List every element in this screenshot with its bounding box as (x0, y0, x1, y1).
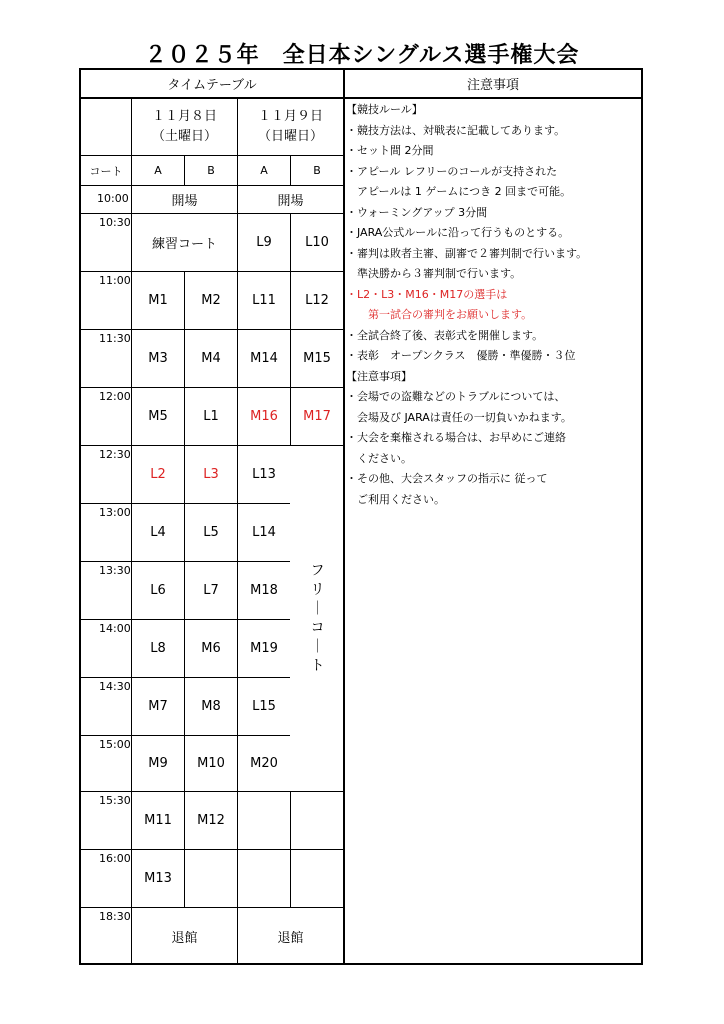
notes-line: アピールは 1 ゲームにつき 2 回まで可能。 (346, 185, 572, 198)
notes-line: ご利用ください。 (346, 492, 445, 506)
venue-open-day2: 開場 (277, 194, 304, 209)
time-label: 10:30 (99, 216, 131, 229)
free-court-char: ｜ (310, 639, 325, 655)
time-label: 13:30 (99, 564, 131, 577)
time-label: 14:00 (99, 622, 131, 635)
match-cell: M20 (250, 756, 278, 771)
match-cell: L15 (252, 699, 276, 714)
notes-line: 会場及び JARAは責任の一切負いかねます。 (346, 410, 572, 424)
match-cell: M8 (201, 699, 221, 714)
match-cell: M2 (201, 293, 221, 308)
court-b-day2: B (313, 164, 321, 177)
match-cell: L14 (252, 525, 276, 540)
day2-weekday: （日曜日） (257, 128, 323, 144)
match-cell: L11 (252, 293, 276, 308)
practice-court: 練習コート (151, 237, 217, 252)
free-court (292, 562, 343, 682)
day1-date: １１月８日 (151, 108, 217, 124)
notes-line: 準決勝から３審判制で行います。 (346, 267, 522, 280)
notes-line: ・セット間 2分間 (346, 144, 434, 157)
match-cell: L9 (256, 235, 272, 250)
match-cell: M19 (250, 641, 278, 656)
match-cell: M7 (148, 699, 168, 714)
notes-line: ・表彰 オープンクラス 優勝・準優勝・３位 (346, 349, 576, 362)
time-label: 18:30 (99, 910, 131, 923)
match-cell: M5 (148, 409, 168, 424)
match-cell: M18 (250, 583, 278, 598)
match-cell: M15 (303, 351, 331, 366)
timetable-header: タイムテーブル (167, 78, 257, 93)
match-cell: M3 (148, 351, 168, 366)
notes-line: ・会場での盗難などのトラブルについては、 (346, 390, 566, 403)
match-cell: M6 (201, 641, 221, 656)
time-label: 14:30 (99, 680, 131, 693)
free-court-char: ｜ (310, 601, 325, 617)
match-cell: M13 (144, 871, 172, 886)
page-title: ２０２５年 全日本シングルス選手権大会 (144, 43, 580, 68)
notes-line: ・アピール レフリーのコールが支持された (346, 164, 558, 178)
time-label: 11:30 (99, 332, 131, 345)
venue-close-day2: 退館 (277, 931, 304, 946)
notes-line: ・大会を棄権される場合は、お早めにご連絡 (346, 431, 566, 444)
notes-line: ・審判は敗者主審、副審で２審判制で行います。 (346, 246, 588, 260)
time-label: 16:00 (99, 852, 131, 865)
notes-line-highlight: ・L2・L3・M16・M17の選手は (346, 287, 508, 301)
notes-line: ・その他、大会スタッフの指示に 従って (346, 472, 548, 485)
time-label: 11:00 (99, 274, 131, 287)
venue-close-day1: 退館 (171, 931, 198, 946)
notes-line: ・全試合終了後、表彰式を開催します。 (346, 328, 544, 342)
match-cell: L12 (305, 293, 329, 308)
match-cell-highlight: M16 (250, 409, 278, 424)
match-cell-highlight: L3 (203, 467, 219, 482)
notes-line: 【注意事項】 (346, 369, 412, 383)
court-b-day1: B (207, 164, 215, 177)
match-cell: L7 (203, 583, 219, 598)
time-label: 12:30 (99, 448, 131, 461)
free-court-char: コ (310, 620, 325, 636)
match-cell: L5 (203, 525, 219, 540)
match-cell: M10 (197, 756, 225, 771)
time-label: 10:00 (97, 192, 129, 205)
match-cell: M9 (148, 756, 168, 771)
match-cell: L13 (252, 467, 276, 482)
notes-line: ・JARA公式ルールに沿って行うものとする。 (346, 226, 570, 239)
free-court-char: ト (310, 658, 325, 674)
notes-line: ください。 (346, 451, 412, 465)
day2-date: １１月９日 (257, 108, 323, 124)
time-label: 15:30 (99, 794, 131, 807)
time-label: 15:00 (99, 738, 131, 751)
match-cell: L4 (150, 525, 166, 540)
notes-line-highlight: 第一試合の審判をお願いします。 (346, 308, 533, 321)
free-court-char: フ (310, 563, 325, 579)
court-a-day2: A (260, 164, 268, 177)
notes-line: 【競技ルール】 (346, 103, 423, 116)
notes-line: ・競技方法は、対戦表に記載してあります。 (346, 123, 566, 137)
free-court-char: リ (310, 582, 325, 598)
match-cell: M12 (197, 813, 225, 828)
match-cell: L10 (305, 235, 329, 250)
notes-line: ・ウォーミングアップ 3分間 (346, 205, 488, 219)
notes-header: 注意事項 (466, 78, 519, 93)
match-cell: M1 (148, 293, 168, 308)
venue-open-day1: 開場 (171, 194, 198, 209)
match-cell: L8 (150, 641, 166, 656)
court-a-day1: A (154, 164, 162, 177)
time-label: 12:00 (99, 390, 131, 403)
match-cell-highlight: M17 (303, 409, 331, 424)
match-cell: M4 (201, 351, 221, 366)
day1-weekday: （土曜日） (151, 128, 217, 144)
match-cell: L6 (150, 583, 166, 598)
match-cell: M11 (144, 813, 172, 828)
time-label: 13:00 (99, 506, 131, 519)
match-cell-highlight: L2 (150, 467, 166, 482)
match-cell: M14 (250, 351, 278, 366)
match-cell: L1 (203, 409, 219, 424)
notes-list (346, 100, 642, 510)
court-label: コート (89, 164, 123, 178)
